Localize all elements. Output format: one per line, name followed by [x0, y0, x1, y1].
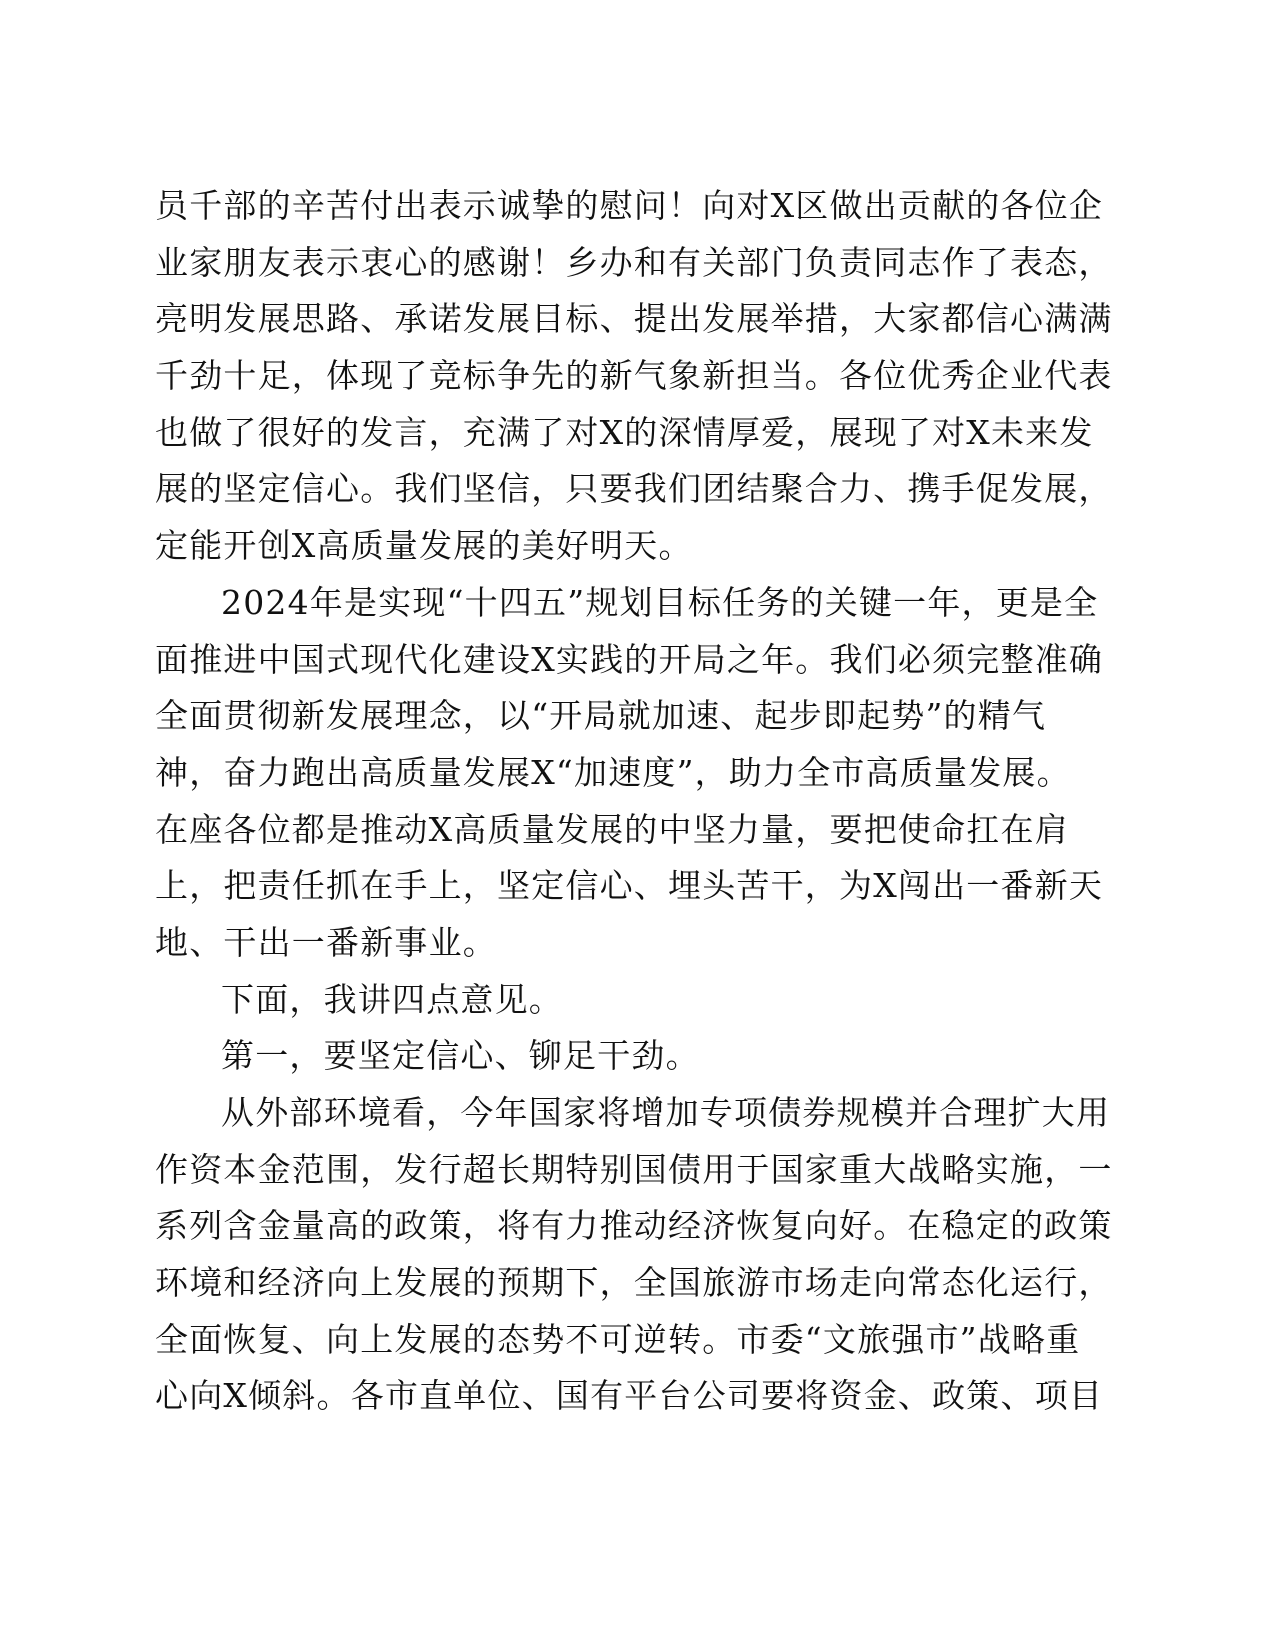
paragraph-first-line: 2024年是实现“十四五”规划目标任务的关键一年，更是全 [221, 582, 1099, 622]
text-line: 在座各位都是推动X高质量发展的中坚力量，要把使命扛在肩 [155, 809, 1069, 849]
text-line: 面推进中国式现代化建设X实践的开局之年。我们必须完整准确 [155, 639, 1104, 679]
text-line: 心向X倾斜。各市直单位、国有平台公司要将资金、政策、项目 [155, 1376, 1104, 1416]
text-line: 系列含金量高的政策，将有力推动经济恢复向好。在稳定的政策 [155, 1206, 1113, 1246]
section-heading: 第一，要坚定信心、铆足干劲。 [221, 1036, 700, 1076]
paragraph-first-line: 下面，我讲四点意见。 [221, 979, 563, 1019]
text-line: 全面恢复、向上发展的态势不可逆转。市委“文旅强市”战略重 [155, 1319, 1081, 1359]
text-line: 作资本金范围，发行超长期特别国债用于国家重大战略实施，一 [155, 1149, 1113, 1189]
text-line: 上，把责任抓在手上，坚定信心、埋头苦干，为X闯出一番新天 [155, 866, 1104, 906]
document-body [155, 178, 1113, 1425]
text-line: 神，奋力跑出高质量发展X“加速度”，助力全市高质量发展。 [155, 752, 1071, 792]
text-line: 地、干出一番新事业。 [155, 922, 497, 962]
text-line: 也做了很好的发言，充满了对X的深情厚爱，展现了对X未来发 [155, 412, 1094, 452]
text-line: 展的坚定信心。我们坚信，只要我们团结聚合力、携手促发展， [155, 469, 1113, 509]
text-line: 亮明发展思路、承诺发展目标、提出发展举措，大家都信心满满 [155, 299, 1113, 339]
text-line: 环境和经济向上发展的预期下，全国旅游市场走向常态化运行， [155, 1263, 1113, 1303]
text-line: 员千部的辛苦付出表示诚挚的慰问！向对X区做出贡献的各位企 [155, 186, 1104, 225]
text-line: 定能开创X高质量发展的美好明天。 [155, 526, 693, 566]
text-line: 全面贯彻新发展理念，以“开局就加速、起步即起势”的精气 [155, 696, 1047, 736]
paragraph-first-line: 从外部环境看，今年国家将增加专项债券规模并合理扩大用 [221, 1093, 1111, 1132]
text-line: 业家朋友表示衷心的感谢！乡办和有关部门负责同志作了表态， [155, 242, 1113, 282]
text-line: 千劲十足，体现了竞标争先的新气象新担当。各位优秀企业代表 [155, 356, 1113, 396]
